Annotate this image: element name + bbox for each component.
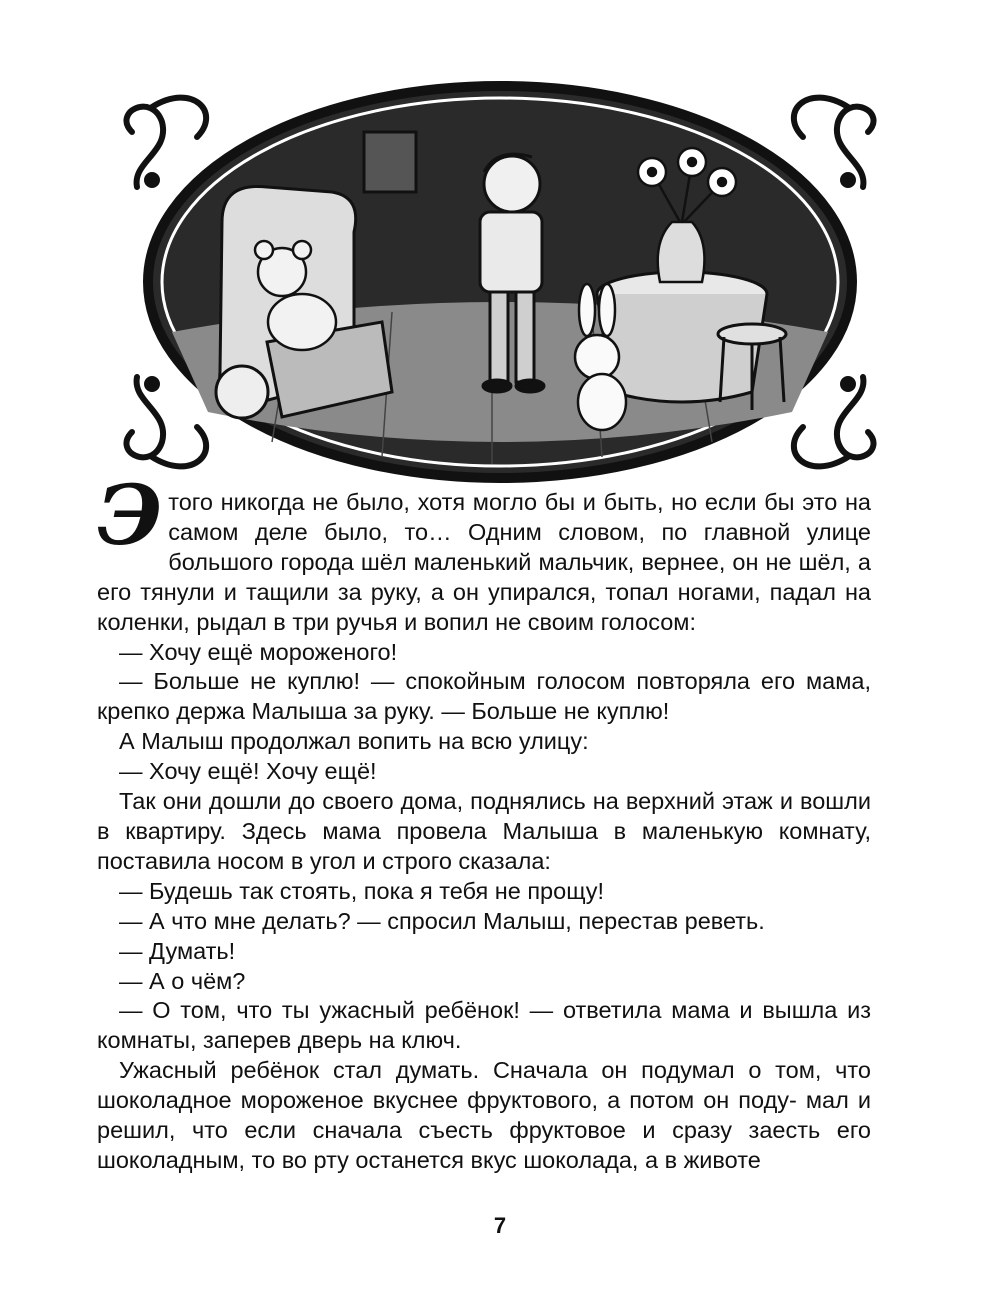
story-paragraph: Так они дошли до своего дома, поднялись на верхний этаж и вошли в квартиру. Здесь мама провела Малыша в маленькую комнату, поставила носом в угол и строго сказала: xyxy=(97,788,871,874)
story-paragraph: А Малыш продолжал вопить на всю улицу: xyxy=(119,728,589,755)
story-paragraph: — А о чём? xyxy=(119,967,246,994)
story-paragraph: — Будешь так стоять, пока я тебя не прощу! xyxy=(119,877,605,904)
story-paragraph: — А что мне делать? — спросил Малыш, перестав реветь. xyxy=(119,907,765,934)
story-paragraph: — Хочу ещё мороженого! xyxy=(119,638,398,665)
story-paragraph: — Думать! xyxy=(119,937,236,964)
wall-picture xyxy=(364,132,416,192)
story-paragraph: — О том, что ты ужасный ребёнок! — ответила мама и вышла из комнаты, заперев дверь на ключ. xyxy=(97,997,871,1054)
story-paragraph: Ужасный ребёнок стал думать. Сначала он подумал о том, что шоколадное мороженое вкуснее фруктового, а потом он поду- мал и решил, что если сначала съесть фруктовое и сразу заесть его шоколадным, то во рту останется вкус шоколада, а в животе xyxy=(97,1057,871,1173)
story-paragraph: Этого никогда не было, хотя могло бы и быть, но если бы это на самом деле было, то… Одним словом, по главной улице большого города шёл маленький мальчик, вернее, он не шёл, а его тянули и тащили за руку, а он упирался, топал ногами, падал на коленки, рыдал в три ручья и вопил не своим голосом: xyxy=(97,468,871,635)
illustration-drawing xyxy=(92,72,908,492)
chapter-illustration xyxy=(92,72,908,492)
story-paragraph: — Больше не куплю! — спокойным голосом повторяла его мама, крепко держа Малыша за руку. — Больше не куплю! xyxy=(97,668,871,725)
story-paragraph: — Хочу ещё! Хочу ещё! xyxy=(119,758,377,785)
page-number: 7 xyxy=(493,1213,507,1238)
story-text xyxy=(97,468,871,1176)
drop-cap: Э xyxy=(97,468,163,564)
ball xyxy=(216,366,268,418)
